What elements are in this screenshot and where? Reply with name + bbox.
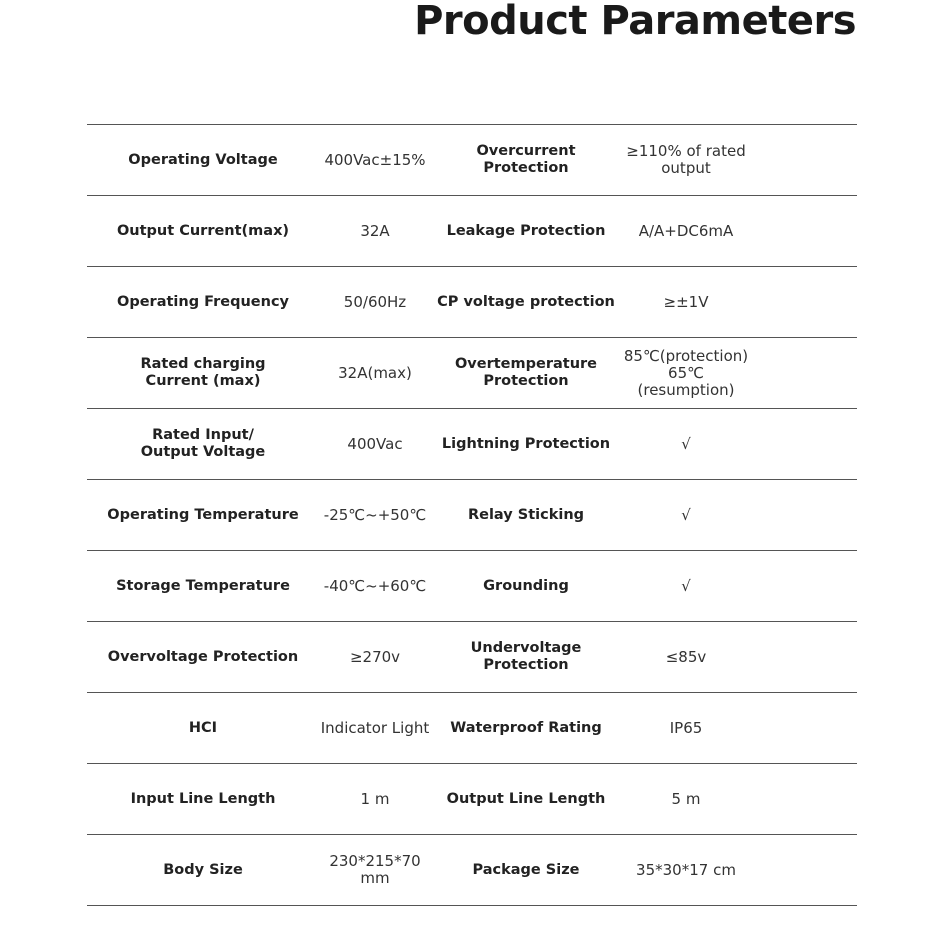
param-value [319,152,431,169]
param-label [431,720,621,737]
page-title: Product Parameters [414,0,856,44]
param-value [621,436,751,453]
param-value-text: ≤85v [665,647,707,666]
param-value [319,791,431,808]
param-label-text: Waterproof Rating [450,719,602,736]
param-label-text: Overcurrent Protection [476,143,576,176]
param-label-text: Operating Frequency [117,293,289,310]
param-value [319,649,431,666]
param-label [87,720,319,737]
param-label-text: Grounding [483,577,569,594]
param-value [319,294,431,311]
table-row [87,835,857,906]
param-label [87,862,319,879]
param-label-text: Operating Temperature [107,506,299,523]
param-value-text: 32A(max) [338,363,412,382]
param-value [621,223,751,240]
param-label [431,294,621,311]
param-label [87,578,319,595]
param-label [87,427,319,461]
parameters-table [87,124,857,906]
param-value [621,791,751,808]
table-row [87,480,857,551]
param-label-text: Rated Input/ Output Voltage [140,427,266,460]
param-value [319,365,431,382]
table-row [87,196,857,267]
param-value-text: A/A+DC6mA [638,221,734,240]
table-row [87,125,857,196]
param-value [621,720,751,737]
check-mark: √ [681,505,691,524]
param-label [431,640,621,674]
param-label [431,143,621,177]
table-row [87,693,857,764]
table-row [87,622,857,693]
check-mark: √ [681,434,691,453]
param-label-text: Body Size [163,861,243,878]
param-label [87,507,319,524]
param-label [431,436,621,453]
param-value-text: IP65 [669,718,703,737]
param-label-text: Leakage Protection [446,222,606,239]
param-label-text: HCI [188,719,218,736]
param-value-text: 400Vac [347,434,403,453]
param-value-text: 85℃(protection) 65℃(resumption) [623,346,749,399]
param-value [621,348,751,399]
param-value [621,649,751,666]
param-value-text: 35*30*17 cm [636,860,736,879]
param-value-text: 32A [360,221,390,240]
param-label-text: Relay Sticking [467,506,585,523]
param-label-text: Operating Voltage [128,151,278,168]
table-row [87,551,857,622]
param-value [621,143,751,177]
param-label [431,356,621,390]
param-label-text: Overtemperature Protection [454,356,598,389]
param-label-text: Output Current(max) [116,222,290,239]
param-value [319,853,431,887]
param-value [621,862,751,879]
param-value-text: -25℃~+50℃ [323,505,427,524]
param-label-text: Package Size [472,861,580,878]
table-row [87,267,857,338]
param-value-text: ≥110% of rated output [626,142,746,177]
param-label [87,649,319,666]
param-label [431,223,621,240]
param-value-text: Indicator Light [320,718,430,737]
param-label-text: Storage Temperature [116,577,290,594]
param-value-text: 400Vac±15% [324,150,426,169]
param-label [87,223,319,240]
param-label [87,152,319,169]
param-label-text: Undervoltage Protection [470,640,582,673]
param-value [621,294,751,311]
param-value [319,507,431,524]
check-mark: √ [681,576,691,595]
param-label [431,862,621,879]
param-value-text: -40℃~+60℃ [323,576,427,595]
param-value [621,578,751,595]
param-value [319,720,431,737]
param-label-text: Input Line Length [130,790,276,807]
param-label-text: Overvoltage Protection [107,648,299,665]
param-value-text: ≥270v [349,647,401,666]
param-value-text: 230*215*70 mm [329,852,421,887]
param-value [319,223,431,240]
param-value [621,507,751,524]
param-value-text: 50/60Hz [343,292,407,311]
param-label [431,507,621,524]
param-label-text: CP voltage protection [437,293,615,310]
param-value-text: ≥±1V [663,292,709,311]
param-label-text: Output Line Length [446,790,606,807]
param-label [87,294,319,311]
param-label [431,578,621,595]
param-value-text: 5 m [671,789,701,808]
table-row [87,409,857,480]
table-row [87,338,857,409]
param-label-text: Rated charging Current (max) [140,356,266,389]
param-label [87,791,319,808]
param-value [319,436,431,453]
param-value [319,578,431,595]
table-row [87,764,857,835]
param-label [431,791,621,808]
param-value-text: 1 m [360,789,390,808]
param-label-text: Lightning Protection [441,435,611,452]
param-label [87,356,319,390]
